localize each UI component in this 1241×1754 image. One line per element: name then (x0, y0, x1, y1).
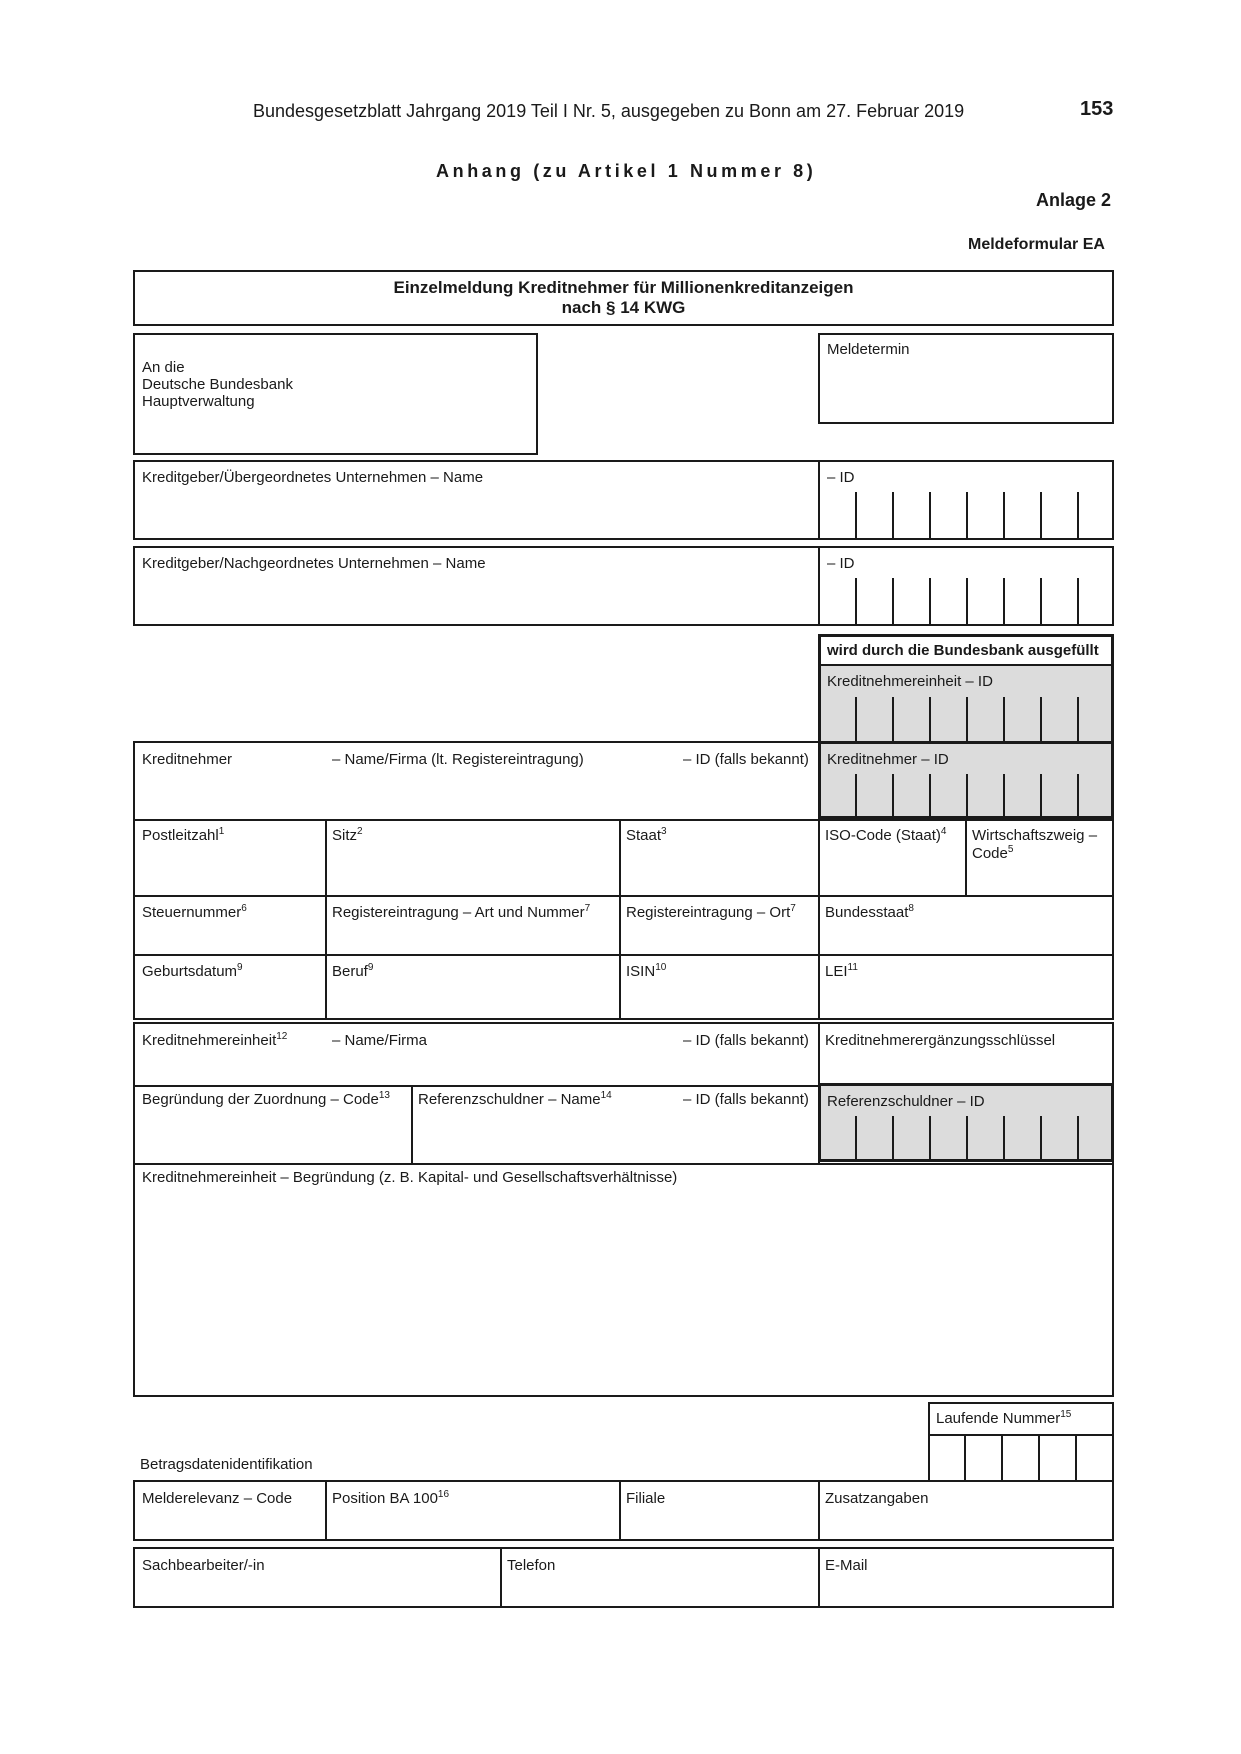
page-number: 153 (1080, 98, 1114, 120)
reg-art-label: Registereintragung – Art und Nummer$^7$ (332, 903, 591, 921)
address-line2: Deutsche Bundesbank (142, 376, 293, 393)
plz-label: Postleitzahl$^1$ (142, 826, 225, 844)
sachbearbeiter-label: Sachbearbeiter/-in (142, 1557, 265, 1574)
kreditnehmer-label: Kreditnehmer (142, 751, 233, 768)
betragsdaten-label: Betragsdatenidentifikation (140, 1456, 313, 1473)
begr-code-label: Begründung der Zuordnung – Code$^{13}$ (142, 1090, 390, 1108)
address-box (133, 333, 538, 455)
ref-id-label: Referenzschuldner – ID (827, 1093, 985, 1110)
kn-name-label: – Name/Firma (lt. Registereintragung) (332, 751, 584, 768)
wirtschaftszweig-label: Wirtschaftszweig – Code$^5$ (972, 827, 1098, 862)
reg-ort-label: Registereintragung – Ort$^7$ (626, 903, 796, 921)
kg-nach-id-label: – ID (827, 555, 855, 572)
position-label: Position BA $100^{16}$ (332, 1489, 450, 1507)
isin-label: ISIN$^{10}$ (626, 962, 667, 980)
sitz-label: Sitz$^2$ (332, 826, 363, 844)
steuernummer-label: Steuernummer$^6$ (142, 903, 247, 921)
zusatzangaben-label: Zusatzangaben (825, 1490, 929, 1507)
staat-label: Staat$^3$ (626, 826, 667, 844)
kg-ueber-name-label: Kreditgeber/Übergeordnetes Unternehmen – Name (142, 469, 484, 486)
kn-id-falls-label: – ID (falls bekannt) (683, 751, 809, 768)
meldetermin-field[interactable] (818, 333, 1114, 424)
kn-id-label: Kreditnehmer – ID (827, 751, 949, 768)
filiale-label: Filiale (626, 1490, 666, 1507)
bundesbank-block (818, 634, 1114, 744)
contact-row (133, 1547, 1114, 1608)
iso-label: ISO-Code (Staat)$^4$ (825, 826, 947, 844)
kreditnehmereinheit-block (133, 1022, 1114, 1397)
referenzschuldner-id-box (818, 1083, 1114, 1162)
bundesbank-note: wird durch die Bundesbank ausgefüllt (827, 642, 1099, 659)
kne-ergaenz-label: Kreditnehmerergänzungsschlüssel (825, 1032, 1056, 1049)
address-line1: An die (142, 359, 185, 376)
form-title-line1: Einzelmeldung Kreditnehmer für Millionenkreditanzeigen (393, 278, 854, 297)
ref-id-falls-label: – ID (falls bekannt) (683, 1091, 809, 1108)
kne-label: Kreditnehmereinheit$^{12}$ (142, 1031, 288, 1049)
annex-title: Anhang (zu Artikel 1 Nummer 8) (436, 161, 817, 181)
beruf-label: Beruf$^9$ (332, 962, 374, 980)
kne-begruendung-label: Kreditnehmereinheit – Begründung (z. B. Kapital- und Gesellschaftsverhältnisse) (142, 1169, 678, 1186)
kreditgeber-uebergeordnet-row (133, 460, 1114, 540)
meldetermin-label: Meldetermin (827, 341, 910, 358)
gazette-line: Bundesgesetzblatt Jahrgang 2019 Teil I Nr. 5, ausgegeben zu Bonn am 27. Februar 2019 (253, 101, 965, 121)
form-title-box (133, 270, 1114, 326)
ref-name-label: Referenzschuldner – Name$^{14}$ (418, 1090, 612, 1108)
email-label: E-Mail (825, 1557, 868, 1574)
kreditgeber-nachgeordnet-row (133, 546, 1114, 626)
kg-ueber-id-label: – ID (827, 469, 855, 486)
bundesstaat-label: Bundesstaat$^8$ (825, 903, 914, 921)
melderelevanz-label: Melderelevanz – Code (142, 1490, 293, 1507)
anlage-label: Anlage 2 (1036, 190, 1112, 210)
kg-nach-name-label: Kreditgeber/Nachgeordnetes Unternehmen – Name (142, 555, 486, 572)
address-line3: Hauptverwaltung (142, 393, 255, 410)
kne-id-label: Kreditnehmereinheit – ID (827, 673, 993, 690)
formular-label: Meldeformular EA (968, 236, 1105, 253)
kne-id-falls-label: – ID (falls bekannt) (683, 1032, 809, 1049)
form-title-line2: nach § 14 KWG (561, 298, 686, 317)
telefon-label: Telefon (507, 1557, 556, 1574)
geburtsdatum-label: Geburtsdatum$^9$ (142, 962, 243, 980)
kne-name-label: – Name/Firma (332, 1032, 428, 1049)
lfd-nr-label: Laufende Nummer$^{15}$ (936, 1409, 1072, 1427)
lei-label: LEI$^{11}$ (825, 962, 858, 980)
betragsdaten-row (133, 1480, 1114, 1541)
kreditnehmer-id-box (818, 741, 1114, 819)
laufende-nummer-box (928, 1402, 1114, 1482)
